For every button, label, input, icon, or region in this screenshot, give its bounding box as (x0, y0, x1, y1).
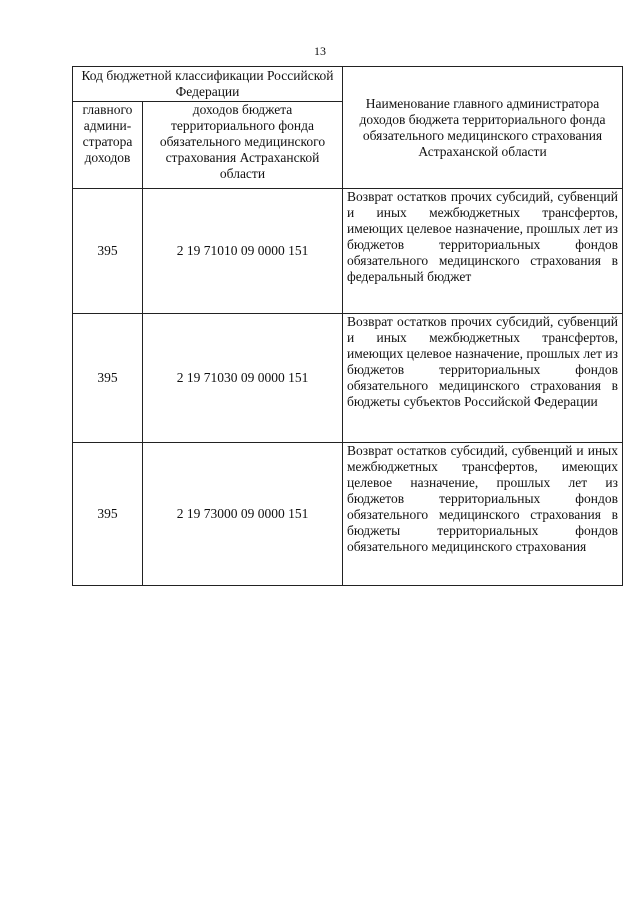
revenue-code-cell: 2 19 71010 09 0000 151 (143, 189, 343, 314)
table-row (73, 443, 623, 586)
header-classification-code: Код бюджетной классификации Российской Федерации (73, 67, 343, 102)
revenue-name-cell: Возврат остатков прочих субсидий, субвенций и иных межбюджетных трансфертов, имеющих целевое назначение, прошлых лет из бюджетов территориальных фондов обязательного медицинского страхования в федеральный бюджет (343, 189, 623, 314)
admin-code-cell: 395 (73, 314, 143, 443)
header-administrator-name: Наименование главного администратора доходов бюджета территориального фонда обязательного медицинского страхования Астраханской области (343, 67, 623, 189)
page-number: 13 (314, 44, 326, 58)
revenue-code-cell: 2 19 73000 09 0000 151 (143, 443, 343, 586)
revenue-name-cell: Возврат остатков прочих субсидий, субвенций и иных межбюджетных трансфертов, имеющих целевое назначение, прошлых лет из бюджетов территориальных фондов обязательного медицинского страхования в бюджеты субъектов Российской Федерации (343, 314, 623, 443)
header-main-administrator: главного админи-стратора доходов (73, 102, 143, 189)
table-row (73, 314, 623, 443)
revenue-name-cell: Возврат остатков субсидий, субвенций и иных межбюджетных трансфертов, имеющих целевое назначение, прошлых лет из бюджетов территориальных фондов обязательного медицинского страхования в бюджеты территориальных фондов обязательного медицинского страхования (343, 443, 623, 586)
budget-classification-table (72, 66, 623, 586)
admin-code-cell: 395 (73, 189, 143, 314)
table-row (73, 189, 623, 314)
table-header-row (73, 67, 623, 102)
admin-code-cell: 395 (73, 443, 143, 586)
revenue-code-cell: 2 19 71030 09 0000 151 (143, 314, 343, 443)
header-revenue-code: доходов бюджета территориального фонда обязательного медицинского страхования Астраханской области (143, 102, 343, 189)
